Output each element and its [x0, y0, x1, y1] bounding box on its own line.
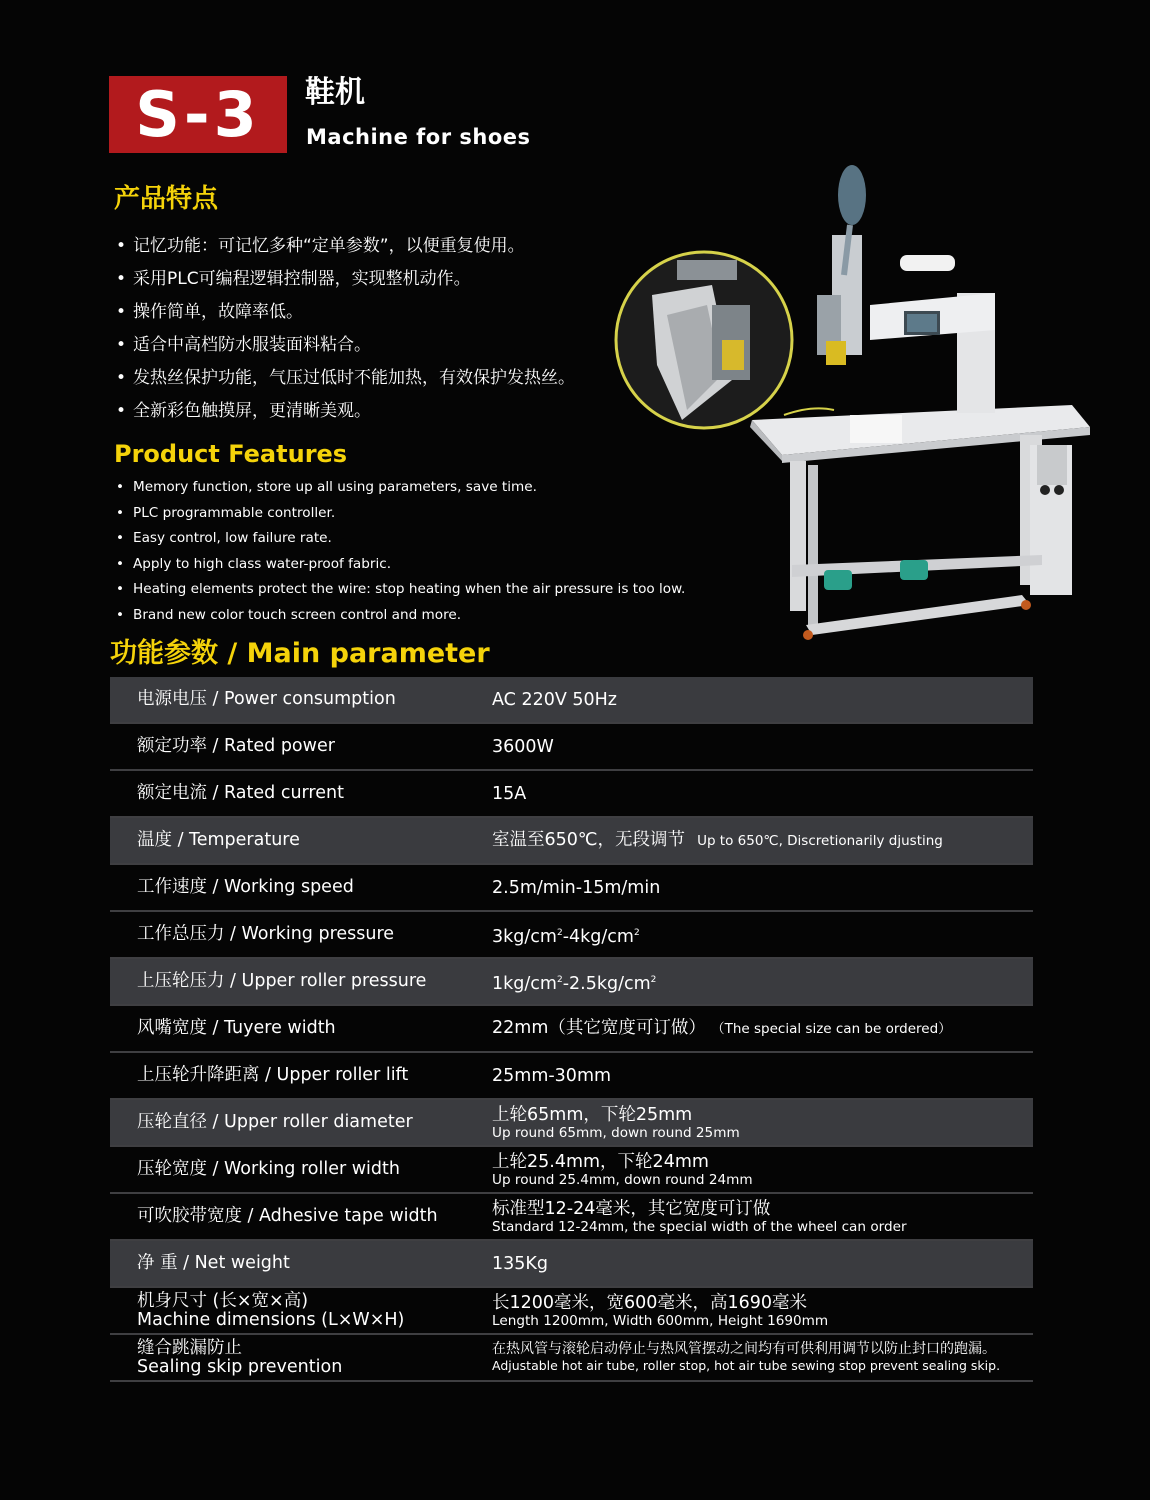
param-value-en: Standard 12-24mm, the special width of the wheel can order [492, 1218, 907, 1235]
features-en-heading: Product Features [114, 440, 348, 468]
param-value: 标准型12-24毫米，其它宽度可订做 [492, 1198, 771, 1219]
table-row [110, 1053, 1033, 1100]
table-row [110, 1147, 1033, 1194]
param-value: 长1200毫米，宽600毫米，高1690毫米 [492, 1292, 807, 1313]
table-row [110, 1241, 1033, 1288]
features-cn-heading: 产品特点 [114, 184, 219, 214]
list-item: • 适合中高档防水服装面料粘合。 [116, 332, 575, 365]
table-row [110, 818, 1033, 865]
list-item: • Apply to high class water-proof fabric. [116, 554, 685, 580]
param-label: 可吹胶带宽度 / Adhesive tape width [137, 1206, 438, 1226]
param-value: $1kg/cm^2-2.5kg/cm^2$ [492, 973, 657, 994]
param-label: 电源电压 / Power consumption [137, 689, 396, 709]
param-value: AC 220V 50Hz [492, 689, 617, 710]
param-value-en: Length 1200mm, Width 600mm, Height 1690mm [492, 1312, 829, 1329]
foot-pedal [824, 570, 852, 590]
param-value: 22mm（其它宽度可订做） [492, 1018, 706, 1038]
param-value: 135Kg [492, 1253, 548, 1274]
list-item: • Memory function, store up all using parameters, save time. [116, 477, 685, 503]
param-label: 缝合跳漏防止 [137, 1337, 242, 1358]
list-item: • 操作简单，故障率低。 [116, 299, 575, 332]
param-label: 上压轮压力 / Upper roller pressure [137, 971, 427, 991]
param-note: Up to 650℃, Discretionarily djusting [697, 833, 943, 849]
param-value: 15A [492, 783, 527, 804]
parameters-heading: 功能参数 / Main parameter [110, 638, 490, 669]
title-chinese: 鞋机 [305, 75, 365, 110]
table-row [110, 724, 1033, 771]
list-item: • Heating elements protect the wire: stop heating when the air pressure is too low. [116, 579, 685, 605]
table-row [110, 1100, 1033, 1147]
param-value-en: Adjustable hot air tube, roller stop, hot air tube sewing stop prevent sealing skip. [492, 1358, 1001, 1373]
model-code: S-3 [135, 77, 261, 151]
param-label: 上压轮升降距离 / Upper roller lift [137, 1065, 409, 1085]
param-value: 3600W [492, 736, 554, 757]
features-en-list [116, 477, 685, 631]
list-item: • 记忆功能：可记忆多种“定单参数”，以便重复使用。 [116, 233, 575, 266]
param-note: （The special size can be ordered） [717, 1021, 952, 1037]
list-item: • 全新彩色触摸屏，更清晰美观。 [116, 398, 575, 431]
param-label-en: Machine dimensions (L×W×H) [137, 1309, 405, 1330]
param-value: 25mm-30mm [492, 1065, 612, 1086]
list-item: • 发热丝保护功能，气压过低时不能加热，有效保护发热丝。 [116, 365, 575, 398]
machine-illustration [612, 165, 1092, 645]
param-label-en: Sealing skip prevention [137, 1356, 343, 1377]
param-label: 温度 / Temperature [137, 830, 300, 850]
foot-pedal [900, 560, 928, 580]
machine-leg [790, 461, 806, 611]
param-value: 上轮25.4mm，下轮24mm [492, 1151, 709, 1172]
param-label: 机身尺寸 (长×宽×高) [137, 1290, 309, 1311]
param-value-en: Up round 25.4mm, down round 24mm [492, 1171, 753, 1188]
param-value: $3kg/cm^2-4kg/cm^2$ [492, 926, 640, 947]
list-item: • 采用PLC可编程逻辑控制器，实现整机动作。 [116, 266, 575, 299]
param-label: 压轮直径 / Upper roller diameter [137, 1112, 413, 1132]
table-row [110, 1194, 1033, 1241]
list-item: • Brand new color touch screen control and more. [116, 605, 685, 631]
param-label: 工作总压力 / Working pressure [137, 924, 395, 944]
param-label: 额定电流 / Rated current [137, 783, 344, 803]
model-badge [109, 76, 287, 153]
table-row [110, 959, 1033, 1006]
list-item: • PLC programmable controller. [116, 503, 685, 529]
param-label: 净 重 / Net weight [137, 1253, 290, 1273]
table-row [110, 1288, 1033, 1335]
table-row [110, 771, 1033, 818]
param-value-en: Up round 65mm, down round 25mm [492, 1124, 740, 1141]
table-row [110, 677, 1033, 724]
table-row [110, 865, 1033, 912]
param-value: 上轮65mm，下轮25mm [492, 1104, 693, 1125]
parameter-table [110, 677, 1033, 1382]
param-value: 2.5m/min-15m/min [492, 877, 661, 898]
table-row [110, 1006, 1033, 1053]
title-english: Machine for shoes [306, 125, 531, 149]
param-label: 工作速度 / Working speed [137, 877, 354, 897]
list-item: • Easy control, low failure rate. [116, 528, 685, 554]
table-row [110, 1335, 1033, 1382]
param-label: 风嘴宽度 / Tuyere width [137, 1018, 336, 1038]
param-value: 在热风管与滚轮启动停止与热风管摆动之间均有可供利用调节以防止封口的跑漏。 [492, 1341, 996, 1357]
features-cn-list [116, 233, 575, 431]
table-row [110, 912, 1033, 959]
param-value: 室温至650℃，无段调节 [492, 830, 686, 850]
param-label: 额定功率 / Rated power [137, 736, 335, 756]
param-label: 压轮宽度 / Working roller width [137, 1159, 400, 1179]
